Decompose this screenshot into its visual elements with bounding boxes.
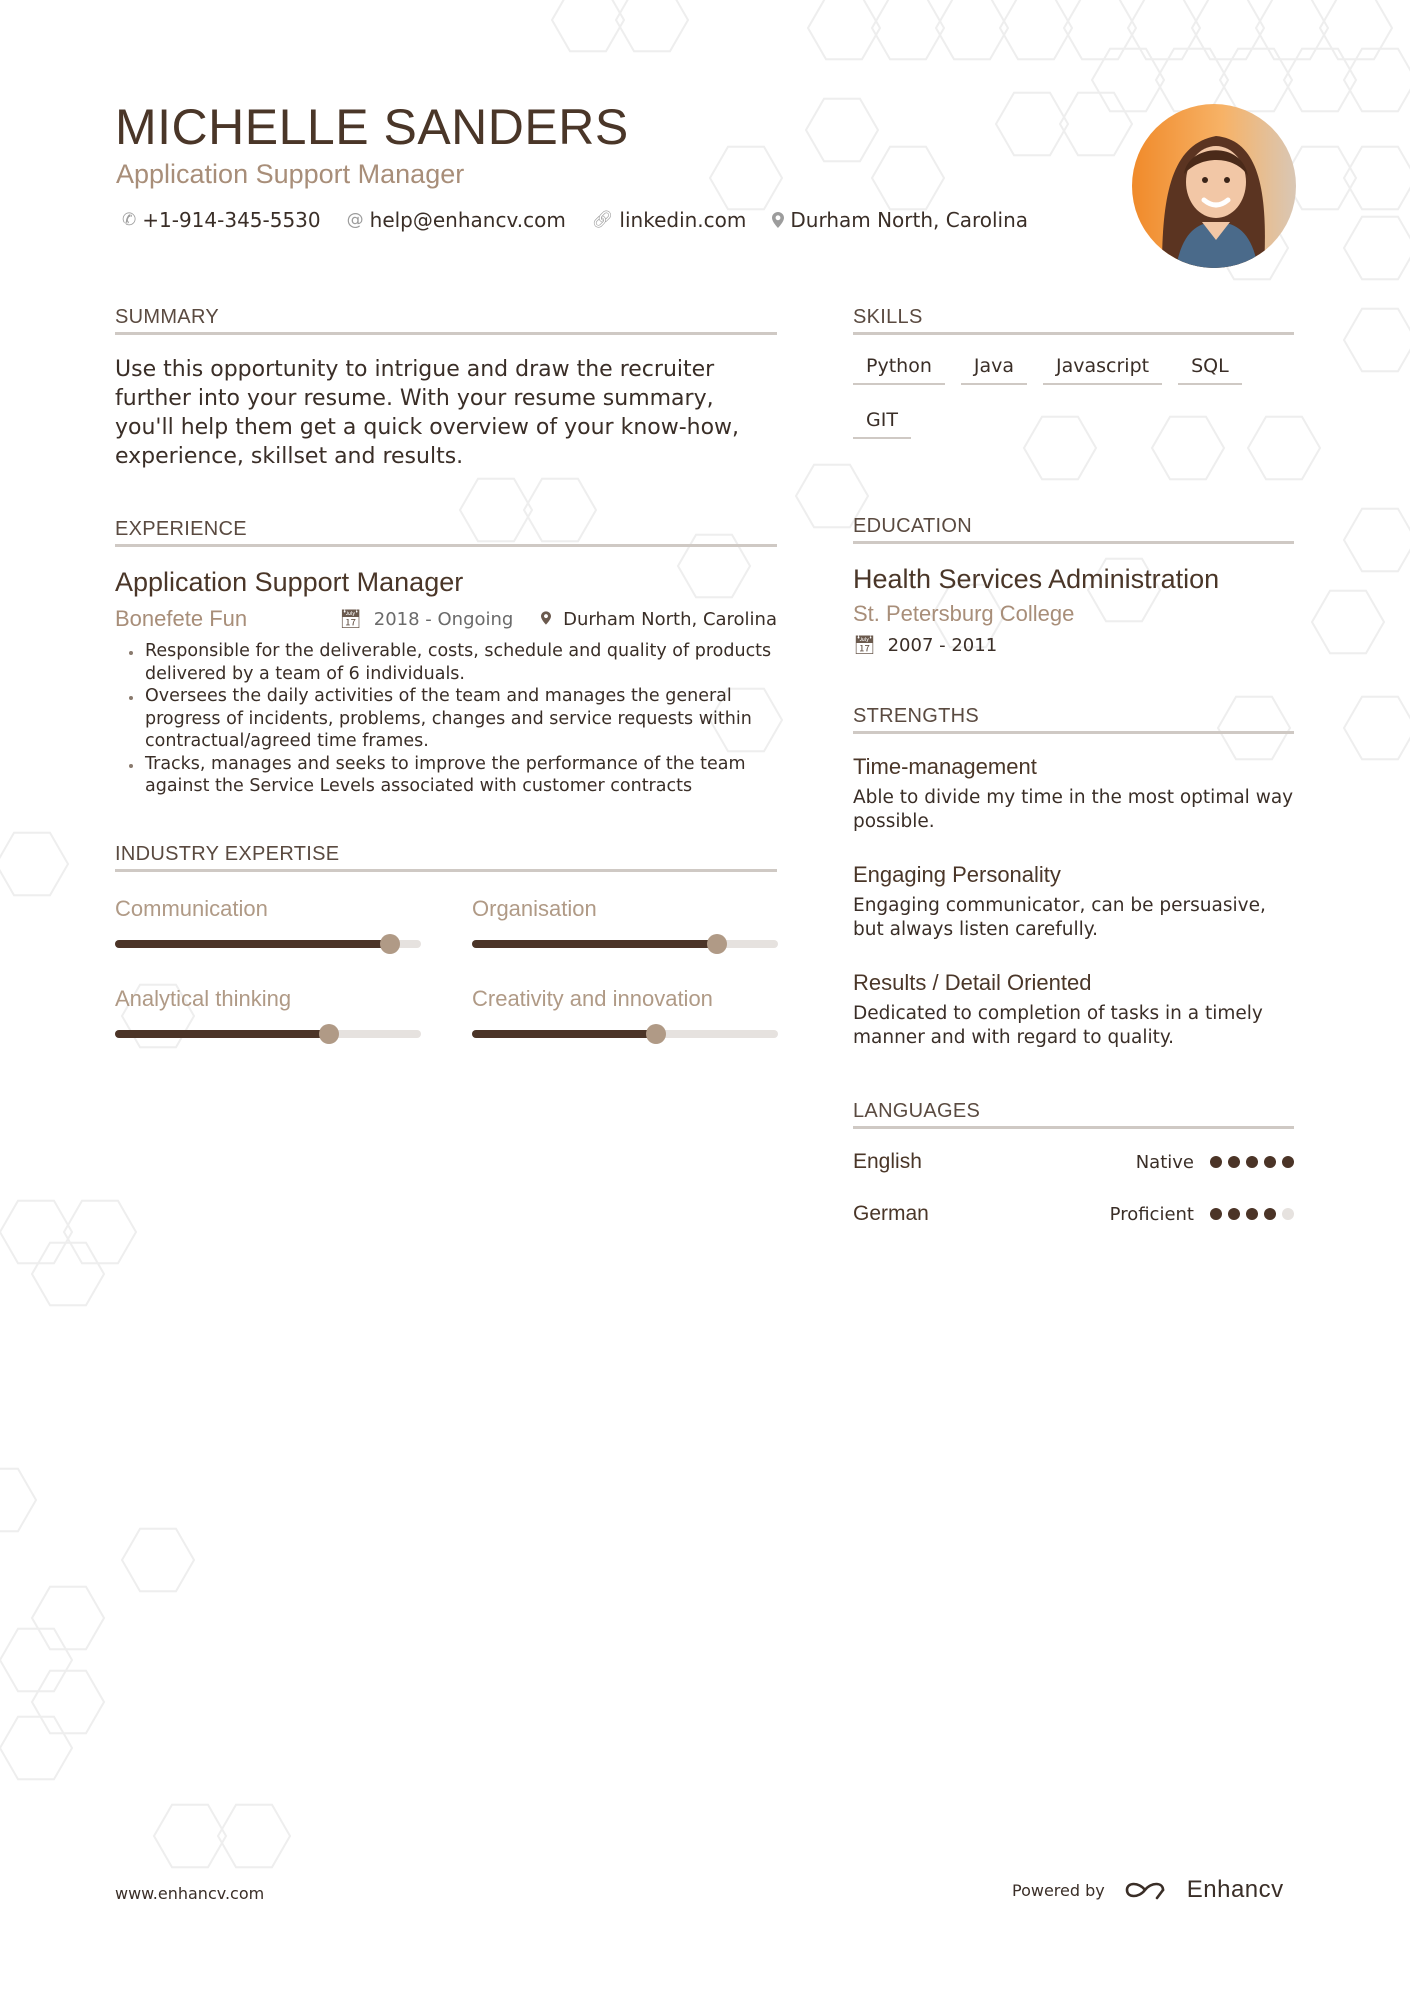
summary-heading: SUMMARY xyxy=(115,306,777,335)
background-hexagon xyxy=(1344,147,1410,209)
expertise-label: Creativity and innovation xyxy=(472,986,713,1011)
expertise-bar-fill xyxy=(472,1030,656,1038)
candidate-role: Application Support Manager xyxy=(116,159,465,189)
skills-section xyxy=(853,306,1294,439)
background-hexagon xyxy=(806,99,878,161)
education-dates xyxy=(853,635,1294,656)
background-hexagon xyxy=(872,0,944,59)
background-hexagon xyxy=(0,1629,72,1691)
skill-tag: GIT xyxy=(853,409,911,439)
strengths-section xyxy=(853,705,1294,1050)
background-hexagon xyxy=(808,0,880,59)
background-hexagon xyxy=(218,1805,290,1867)
contact-phone[interactable] xyxy=(122,208,321,232)
profile-photo xyxy=(1132,104,1296,268)
background-hexagon xyxy=(122,1529,194,1591)
background-hexagon xyxy=(710,147,782,209)
skill-tag: Javascript xyxy=(1043,355,1162,385)
background-hexagon xyxy=(616,0,688,51)
background-hexagon xyxy=(1192,0,1264,59)
job-meta xyxy=(115,606,777,632)
calendar-icon: 📅︎ xyxy=(853,635,876,656)
background-hexagon xyxy=(1344,217,1410,279)
expertise-bar-knob xyxy=(707,934,727,954)
education-section xyxy=(853,515,1294,656)
job-entry xyxy=(115,567,777,798)
summary-text: Use this opportunity to intrigue and draw the recruiter further into your resume. With your resume summary, you'll help them get a quick overview of your know-how, experience, skillset and results. xyxy=(115,357,740,469)
contact-email-text: help@enhancv.com xyxy=(369,208,566,232)
background-hexagon xyxy=(1128,0,1200,59)
language-dot xyxy=(1246,1208,1258,1220)
strength-desc: Engaging communicator, can be persuasive, but always listen carefully. xyxy=(853,895,1266,940)
background-hexagon xyxy=(32,1587,104,1649)
background-hexagon xyxy=(1060,93,1132,155)
job-bullet: • Responsible for the deliverable, costs, schedule and quality of products delivered by a team of 6 individuals. xyxy=(143,640,777,685)
strength-title: Engaging Personality xyxy=(853,862,1061,887)
skill-tag: Java xyxy=(961,355,1027,385)
background-hexagon xyxy=(0,1717,72,1779)
language-row xyxy=(853,1199,1294,1229)
expertise-label: Communication xyxy=(115,896,268,921)
background-hexagon xyxy=(872,147,944,209)
job-bullet: • Tracks, manages and seeks to improve the performance of the team against the Service Levels associated with customer contracts xyxy=(143,753,777,798)
strength-title: Results / Detail Oriented xyxy=(853,970,1092,995)
experience-section xyxy=(115,518,777,798)
background-hexagon xyxy=(552,0,624,51)
expertise-item xyxy=(472,896,778,948)
skills-heading: SKILLS xyxy=(853,306,1294,335)
job-company: Bonefete Fun xyxy=(115,606,248,631)
languages-heading: LANGUAGES xyxy=(853,1100,1294,1129)
expertise-bar-knob xyxy=(646,1024,666,1044)
job-title: Application Support Manager xyxy=(115,567,464,597)
language-dot xyxy=(1228,1156,1240,1168)
footer-brand[interactable] xyxy=(1012,1876,1284,1904)
background-hexagon xyxy=(1000,0,1072,59)
background-hexagon xyxy=(936,0,1008,59)
contact-link[interactable] xyxy=(592,208,747,232)
background-hexagon xyxy=(1344,309,1410,371)
expertise-bar xyxy=(472,1030,778,1038)
location-icon xyxy=(541,611,551,625)
background-hexagon xyxy=(64,1201,136,1263)
background-hexagon xyxy=(1256,0,1328,59)
skills-list xyxy=(853,355,1294,439)
profile-photo-illustration xyxy=(1132,104,1296,268)
summary-section xyxy=(115,306,777,471)
calendar-icon: 📅︎ xyxy=(339,608,363,630)
expertise-bar xyxy=(472,940,778,948)
language-dot xyxy=(1282,1208,1294,1220)
powered-by-text: Powered by xyxy=(1012,1880,1105,1900)
education-dates-text: 2007 - 2011 xyxy=(887,635,998,656)
strengths-heading: STRENGTHS xyxy=(853,705,1294,734)
expertise-item xyxy=(115,896,421,948)
language-dot xyxy=(1210,1208,1222,1220)
language-proficiency xyxy=(1110,1204,1294,1225)
strength-title: Time-management xyxy=(853,754,1037,779)
expertise-heading: INDUSTRY EXPERTISE xyxy=(115,843,777,872)
expertise-label: Analytical thinking xyxy=(115,986,292,1011)
background-hexagon xyxy=(0,1201,72,1263)
languages-section xyxy=(853,1100,1294,1229)
background-hexagon xyxy=(1312,591,1384,653)
link-icon: 🔗︎ xyxy=(591,210,614,230)
location-icon xyxy=(772,212,784,228)
expertise-bar-fill xyxy=(115,940,390,948)
strength-item xyxy=(853,754,1294,834)
job-bullet: • Oversees the daily activities of the team and manages the general progress of incidents, problems, changes and service requests within contractual/agreed time frames. xyxy=(143,685,777,753)
background-hexagon xyxy=(1284,49,1356,111)
job-bullets xyxy=(115,640,777,798)
background-hexagon xyxy=(1344,509,1410,571)
enhancv-logo-icon xyxy=(1123,1878,1169,1902)
background-hexagon xyxy=(1344,49,1410,111)
job-dates xyxy=(339,609,513,630)
background-hexagon xyxy=(1092,49,1164,111)
education-heading: EDUCATION xyxy=(853,515,1294,544)
phone-icon: ✆ xyxy=(122,210,137,230)
contact-email[interactable] xyxy=(347,208,566,232)
language-dot xyxy=(1228,1208,1240,1220)
language-level: Native xyxy=(1135,1151,1194,1173)
background-hexagon xyxy=(154,1805,226,1867)
contact-phone-text: +1-914-345-5530 xyxy=(142,208,321,232)
background-hexagon xyxy=(1344,697,1410,759)
contact-location xyxy=(772,208,1028,232)
job-dates-text: 2018 - Ongoing xyxy=(373,608,514,630)
background-hexagon xyxy=(1156,49,1228,111)
language-row xyxy=(853,1147,1294,1177)
experience-heading: EXPERIENCE xyxy=(115,518,777,547)
language-dot xyxy=(1264,1208,1276,1220)
job-meta-details xyxy=(339,609,777,630)
expertise-item xyxy=(115,986,421,1038)
expertise-bar-fill xyxy=(472,940,717,948)
contact-location-text: Durham North, Carolina xyxy=(790,208,1029,232)
background-hexagon xyxy=(1220,49,1292,111)
background-hexagon xyxy=(0,833,68,895)
strength-item xyxy=(853,970,1294,1050)
expertise-bar xyxy=(115,1030,421,1038)
language-name: German xyxy=(853,1202,929,1225)
contact-link-text: linkedin.com xyxy=(619,208,747,232)
language-level: Proficient xyxy=(1109,1203,1194,1225)
at-icon: @ xyxy=(346,210,364,230)
language-dots xyxy=(1210,1208,1294,1220)
background-hexagon xyxy=(32,1243,104,1305)
language-dots xyxy=(1210,1156,1294,1168)
language-dot xyxy=(1246,1156,1258,1168)
expertise-label: Organisation xyxy=(472,896,597,921)
contact-row xyxy=(122,208,1028,232)
skill-tag: Python xyxy=(853,355,945,385)
strength-item xyxy=(853,862,1294,942)
strength-desc: Able to divide my time in the most optimal way possible. xyxy=(853,787,1294,832)
language-name: English xyxy=(853,1150,922,1173)
background-hexagon xyxy=(996,93,1068,155)
background-hexagon xyxy=(1320,0,1392,59)
expertise-grid xyxy=(115,896,777,1038)
background-hexagon xyxy=(32,1671,104,1733)
education-degree: Health Services Administration xyxy=(853,564,1220,594)
expertise-bar-knob xyxy=(380,934,400,954)
candidate-name: MICHELLE SANDERS xyxy=(115,99,629,155)
brand-name: Enhancv xyxy=(1186,1876,1284,1903)
job-location xyxy=(541,609,777,630)
expertise-section xyxy=(115,843,777,1038)
footer-url[interactable]: www.enhancv.com xyxy=(115,1884,265,1903)
background-hexagon xyxy=(1064,0,1136,59)
expertise-bar xyxy=(115,940,421,948)
job-location-text: Durham North, Carolina xyxy=(563,608,777,630)
strength-desc: Dedicated to completion of tasks in a timely manner and with regard to quality. xyxy=(853,1003,1263,1048)
expertise-item xyxy=(472,986,778,1038)
language-dot xyxy=(1282,1156,1294,1168)
language-proficiency xyxy=(1136,1152,1294,1173)
skill-tag: SQL xyxy=(1178,355,1242,385)
expertise-bar-fill xyxy=(115,1030,329,1038)
background-hexagon xyxy=(0,1469,36,1531)
education-school: St. Petersburg College xyxy=(853,601,1075,626)
language-dot xyxy=(1210,1156,1222,1168)
language-dot xyxy=(1264,1156,1276,1168)
